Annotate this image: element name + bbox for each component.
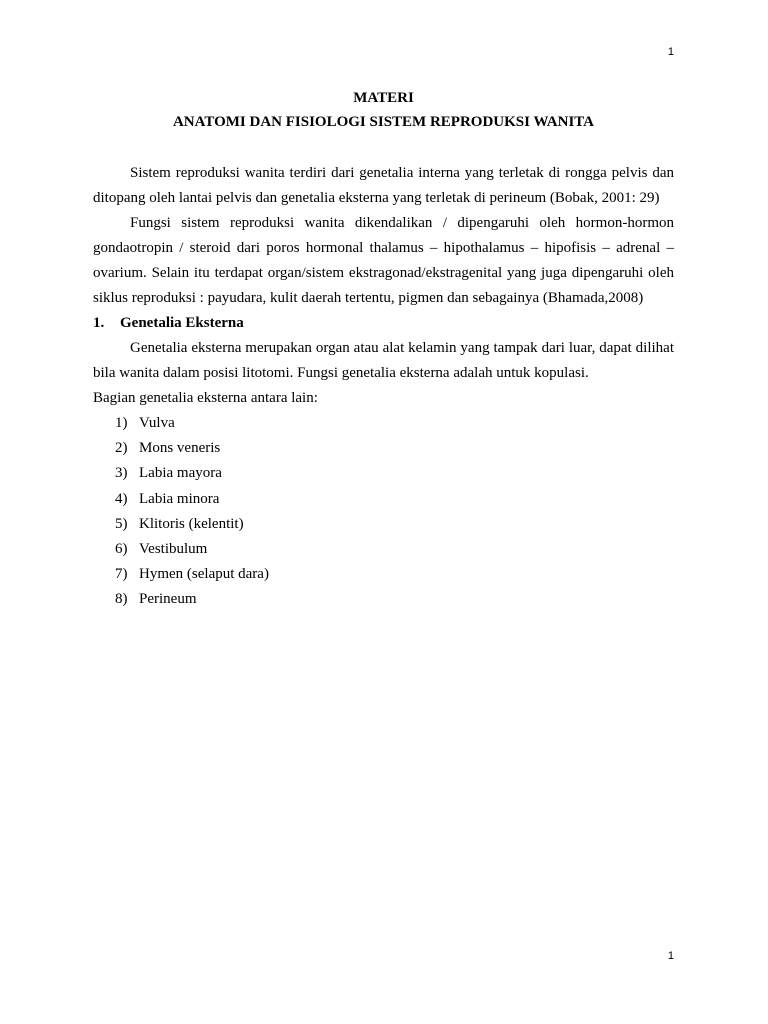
document-title-line2: ANATOMI DAN FISIOLOGI SISTEM REPRODUKSI WANITA — [172, 114, 595, 130]
section-heading-text: Genetalia Eksterna — [120, 315, 244, 331]
list-item — [115, 461, 674, 486]
page-number-bottom: 1 — [667, 950, 674, 962]
list-item-text: Mons veneris — [139, 440, 221, 457]
list-item — [115, 436, 674, 461]
list-item-text: Hymen (selaput dara) — [139, 566, 269, 583]
list-item-marker: 6) — [115, 541, 128, 558]
document-title-line1: MATERI — [353, 90, 414, 106]
list-item-marker: 7) — [115, 566, 128, 583]
genetalia-list — [93, 411, 674, 613]
list-item — [115, 537, 674, 562]
intro-paragraph: Sistem reproduksi wanita terdiri dari genetalia interna yang terletak di rongga pelvis dan ditopang oleh lantai pelvis dan genetalia eksterna yang terletak di perineum (Bobak, 2001: 29) — [93, 165, 674, 206]
section-paragraph: Genetalia eksterna merupakan organ atau alat kelamin yang tampak dari luar, dapat dilihat bila wanita dalam posisi litotomi. Fungsi genetalia eksterna adalah untuk kopulasi. — [93, 340, 674, 381]
list-item-marker: 2) — [115, 440, 128, 457]
function-paragraph: Fungsi sistem reproduksi wanita dikendalikan / dipengaruhi oleh hormon-hormon gondaotropin / steroid dari poros hormonal thalamus – hipothalamus – hipofisis – adrenal – ovarium. Selain itu terdapat organ/sistem ekstragonad/ekstragenital yang juga dipengaruhi oleh siklus reproduksi : payudara, kulit daerah tertentu, pigmen dan sebagainya (Bhamada,2008) — [93, 215, 674, 306]
list-item-text: Labia minora — [139, 490, 220, 507]
list-item — [115, 562, 674, 587]
list-item-marker: 8) — [115, 591, 128, 608]
list-item — [115, 587, 674, 612]
list-item-marker: 1) — [115, 415, 128, 431]
list-item — [115, 487, 674, 512]
list-item-marker: 3) — [115, 465, 128, 482]
title-spacer — [93, 134, 674, 161]
list-item-text: Klitoris (kelentit) — [139, 515, 244, 532]
list-intro: Bagian genetalia eksterna antara lain: — [93, 390, 318, 406]
page-number-top: 1 — [667, 46, 674, 58]
section-number: 1. — [93, 315, 105, 331]
list-item-marker: 5) — [115, 515, 128, 532]
list-item-marker: 4) — [115, 490, 128, 507]
list-item — [115, 512, 674, 537]
list-item-text: Perineum — [139, 591, 197, 608]
list-item-text: Vestibulum — [139, 541, 208, 558]
list-item — [115, 411, 674, 436]
list-item-text: Labia mayora — [139, 465, 222, 482]
document-body — [93, 86, 674, 613]
list-item-text: Vulva — [139, 415, 175, 431]
section-heading — [93, 311, 674, 336]
